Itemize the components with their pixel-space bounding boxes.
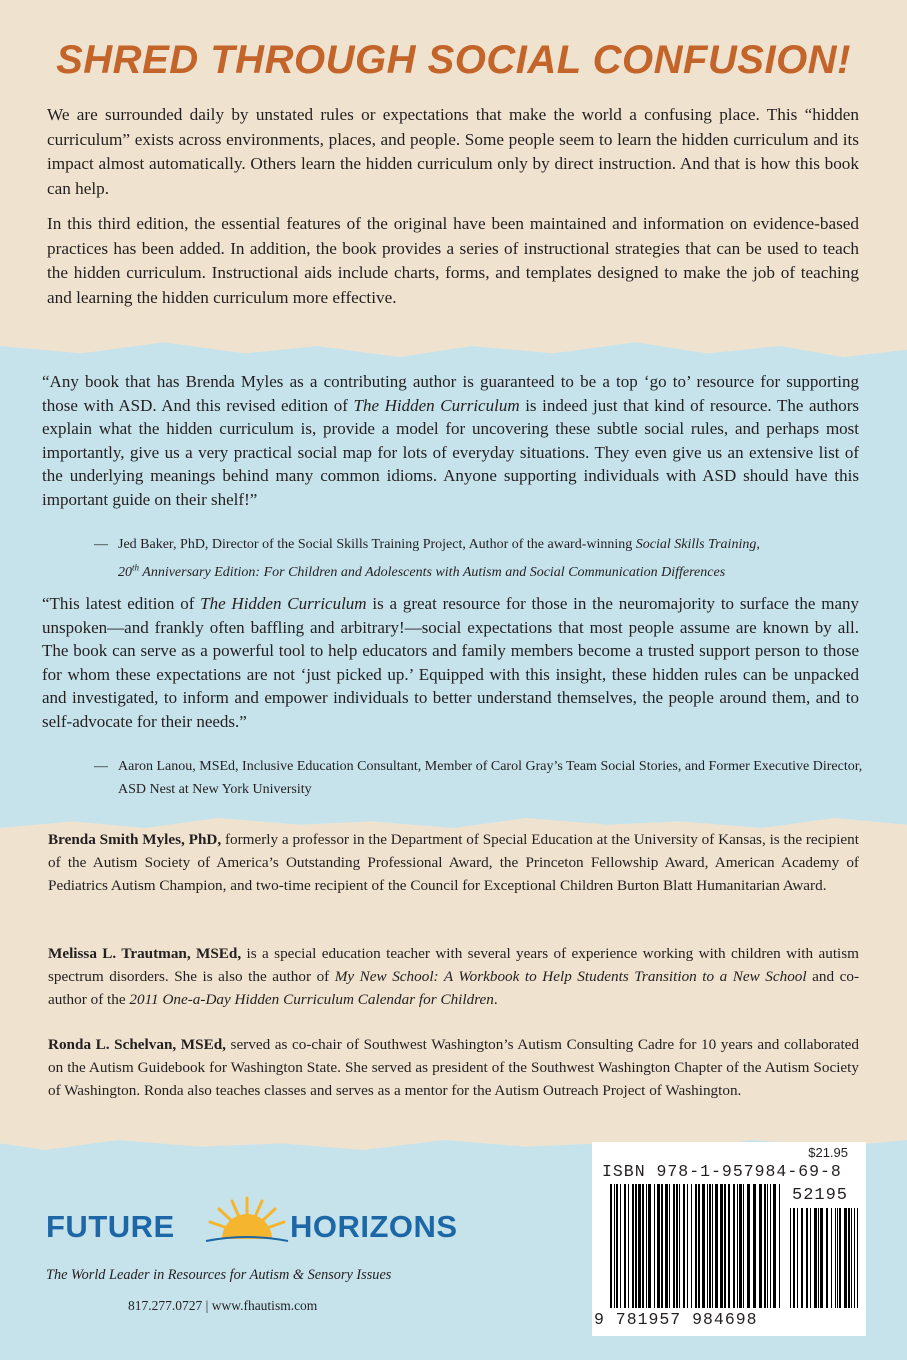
quote-text: is a great resource for those in the neuromajority to surface the many unspoken—and frankly often baffling and arbitrary!—social expectations that most people assume are known by all. The book can serve as a powerful tool to help educators and family members become a trusted support person to those for whom these expectations are not ‘just picked up.’ Equipped with this insight, these hidden rules can be unpacked and investigated, to inform and empower individuals to better understand themselves, the people around them, and to self-advocate for their needs.” bbox=[42, 594, 859, 731]
barcode-bar bbox=[733, 1184, 735, 1308]
barcode-bar bbox=[679, 1184, 680, 1308]
barcode-bar bbox=[724, 1184, 726, 1308]
barcode-bar bbox=[743, 1184, 744, 1308]
bio-text: is a special education teacher with several years of experience working with children with autism spectrum disorders. She is also the author of bbox=[48, 945, 859, 985]
barcode-addon-bar bbox=[839, 1208, 841, 1308]
barcode-addon-bar bbox=[826, 1208, 828, 1308]
barcode-addon-bar bbox=[848, 1208, 850, 1308]
attribution-text: Jed Baker, PhD, Director of the Social Skills Training Project, Author of the award-winning bbox=[118, 537, 636, 552]
barcode-bar bbox=[691, 1184, 692, 1308]
publisher-logo bbox=[46, 1195, 458, 1255]
barcode-addon-bar bbox=[806, 1208, 808, 1308]
em-dash: — bbox=[94, 759, 108, 774]
quote-text: “This latest edition of bbox=[42, 594, 201, 613]
em-dash: — bbox=[94, 537, 108, 552]
quote-text: is indeed just that kind of resource. The authors explain what the hidden curriculum is, provide a model for uncovering these subtle social rules, and perhaps most importantly, give us a very practical social map for lots of everyday situations. They even give us an extensive list of the underlying meanings behind many common idioms. Anyone supporting individuals with ASD should have this important guide on their shelf!” bbox=[42, 395, 860, 509]
barcode-bar bbox=[683, 1184, 685, 1308]
attribution-book-subtitle: 20th Anniversary Edition: For Children and Adolescents with Autism and Social Communication Differences bbox=[118, 562, 726, 581]
bio-text: and co-author of the bbox=[48, 968, 859, 1008]
bio-text: served as co-chair of Southwest Washington’s Autism Consulting Cadre for 10 years and collaborated on the Autism Guidebook for Washington State. She served as president of the Southwest Washington Chapter of the Autism Society of Washington. Ronda also teaches classes and serves as a mentor for the Autism Outreach Project of Washington. bbox=[48, 1036, 859, 1099]
intro-paragraph-2: In this third edition, the essential features of the original have been maintained and information on evidence-based practices has been added. In addition, the book provides a series of instructional strategies that can be used to teach the hidden curriculum. Instructional aids include charts, forms, and templates designed to make the job of teaching and learning the hidden curriculum more effective. bbox=[47, 214, 859, 307]
barcode-bar bbox=[773, 1184, 776, 1308]
endorsement-attribution-1 bbox=[94, 534, 868, 585]
quote-book-title: The Hidden Curriculum bbox=[353, 395, 520, 415]
barcode-addon-bar bbox=[801, 1208, 803, 1308]
barcode-digits: 9 781957 984698 bbox=[594, 1310, 758, 1329]
barcode-bar bbox=[654, 1184, 655, 1308]
bio-book-title: 2011 One-a-Day Hidden Curriculum Calendar for Children bbox=[129, 991, 494, 1008]
barcode-bar bbox=[642, 1184, 644, 1308]
barcode-box bbox=[592, 1142, 866, 1336]
barcode-bar bbox=[715, 1184, 718, 1308]
barcode-bar bbox=[661, 1184, 663, 1308]
publisher-contact: 817.277.0727 | www.fhautism.com bbox=[128, 1298, 318, 1313]
barcode-bar bbox=[764, 1184, 766, 1308]
barcode-addon-digits: 52195 bbox=[792, 1186, 849, 1205]
endorsement-quote-1 bbox=[42, 370, 859, 511]
barcode-bar bbox=[616, 1184, 618, 1308]
barcode-bar bbox=[747, 1184, 750, 1308]
barcode-bar bbox=[707, 1184, 708, 1308]
barcode-addon-bar bbox=[820, 1208, 823, 1308]
barcode-bar bbox=[702, 1184, 705, 1308]
bio-text: . bbox=[493, 991, 498, 1008]
author-bio-myles bbox=[48, 828, 859, 897]
barcode-addon-bar bbox=[835, 1208, 836, 1308]
barcode-bar bbox=[665, 1184, 668, 1308]
barcode-bar bbox=[698, 1184, 700, 1308]
barcode-bar bbox=[648, 1184, 651, 1308]
attribution-book-title: Social Skills Training, bbox=[635, 537, 760, 552]
barcode-bar bbox=[614, 1184, 615, 1308]
endorsement-quote-2 bbox=[42, 592, 859, 733]
barcode-bar bbox=[673, 1184, 675, 1308]
barcode-addon-bar bbox=[837, 1208, 838, 1308]
barcode-bar bbox=[632, 1184, 634, 1308]
barcode-bar bbox=[712, 1184, 713, 1308]
barcode-addon-bar bbox=[814, 1208, 817, 1308]
barcode-bar bbox=[624, 1184, 626, 1308]
barcode-bar bbox=[638, 1184, 641, 1308]
barcode-bar bbox=[635, 1184, 637, 1308]
bio-text: formerly a professor in the Department of Special Education at the University of Kansas, is the recipient of the Autism Society of America’s Outstanding Professional Award, the Princeton Fellowship Award, American Academy of Pediatrics Autism Champion, and two-time recipient of the Council for Exceptional Children Burton Blatt Humanitarian Award. bbox=[48, 831, 859, 894]
barcode-addon-bar bbox=[851, 1208, 852, 1308]
intro-paragraph-1: We are surrounded daily by unstated rules or expectations that make the world a confusing place. This “hidden curriculum” exists across environments, places, and people. Some people seem to learn the hidden curriculum and its impact almost automatically. Others learn the hidden curriculum only by direct instruction. And that is how this book can help. bbox=[47, 105, 859, 198]
barcode-addon-bar bbox=[857, 1208, 858, 1308]
barcode-addon-bar bbox=[797, 1208, 798, 1308]
isbn-label: ISBN 978-1-957984-69-8 bbox=[602, 1162, 842, 1181]
author-bio-schelvan bbox=[48, 1033, 859, 1102]
barcode-bar bbox=[628, 1184, 629, 1308]
barcode-addon-bar bbox=[818, 1208, 819, 1308]
barcode-bar bbox=[753, 1184, 756, 1308]
author-name: Melissa L. Trautman, MSEd, bbox=[48, 945, 242, 962]
barcode-addon-bar bbox=[854, 1208, 855, 1308]
bio-book-title: My New School: A Workbook to Help Students Transition to a New School bbox=[334, 968, 807, 985]
endorsement-attribution-2 bbox=[94, 756, 868, 801]
author-name: Brenda Smith Myles, PhD, bbox=[48, 831, 222, 848]
headline: SHRED THROUGH SOCIAL CONFUSION! bbox=[56, 38, 851, 82]
barcode-bar bbox=[709, 1184, 711, 1308]
barcode-bar bbox=[646, 1184, 647, 1308]
sun-icon bbox=[202, 1195, 292, 1245]
barcode-addon-bar bbox=[810, 1208, 811, 1308]
barcode-bar bbox=[676, 1184, 678, 1308]
barcode-bar bbox=[739, 1184, 742, 1308]
logo-word-horizons: HORIZONS bbox=[290, 1209, 458, 1244]
barcode-bar bbox=[695, 1184, 697, 1308]
barcode-bar bbox=[620, 1184, 621, 1308]
attribution-text: Aaron Lanou, MSEd, Inclusive Education Consultant, Member of Carol Gray’s Team Social Stories, and Former Executive Director, ASD Nest at New York University bbox=[118, 759, 863, 797]
barcode-bar bbox=[720, 1184, 723, 1308]
barcode-bar bbox=[728, 1184, 730, 1308]
barcode-bar bbox=[759, 1184, 762, 1308]
author-name: Ronda L. Schelvan, MSEd, bbox=[48, 1036, 226, 1053]
quote-book-title: The Hidden Curriculum bbox=[200, 594, 367, 613]
barcode-bar bbox=[767, 1184, 768, 1308]
publisher-tagline: The World Leader in Resources for Autism & Sensory Issues bbox=[46, 1267, 392, 1283]
barcode-bar bbox=[687, 1184, 688, 1308]
logo-word-future: FUTURE bbox=[46, 1209, 175, 1244]
barcode-addon-bar bbox=[790, 1208, 791, 1308]
quote-text: “Any book that has Brenda Myles as a contributing author is guaranteed to be a top ‘go to’ resource for supporting those with ASD. And this revised edition of bbox=[42, 372, 859, 415]
barcode-bar bbox=[610, 1184, 612, 1308]
barcode-bar bbox=[737, 1184, 738, 1308]
barcode-bar bbox=[657, 1184, 660, 1308]
price-label: $21.95 bbox=[808, 1145, 848, 1160]
barcode-bar bbox=[669, 1184, 670, 1308]
barcode-addon-bar bbox=[793, 1208, 795, 1308]
barcode-bar bbox=[779, 1184, 780, 1308]
barcode-addon-bar bbox=[844, 1208, 847, 1308]
barcode-addon-bar bbox=[831, 1208, 832, 1308]
author-bio-trautman bbox=[48, 942, 859, 1011]
barcode-bar bbox=[770, 1184, 771, 1308]
